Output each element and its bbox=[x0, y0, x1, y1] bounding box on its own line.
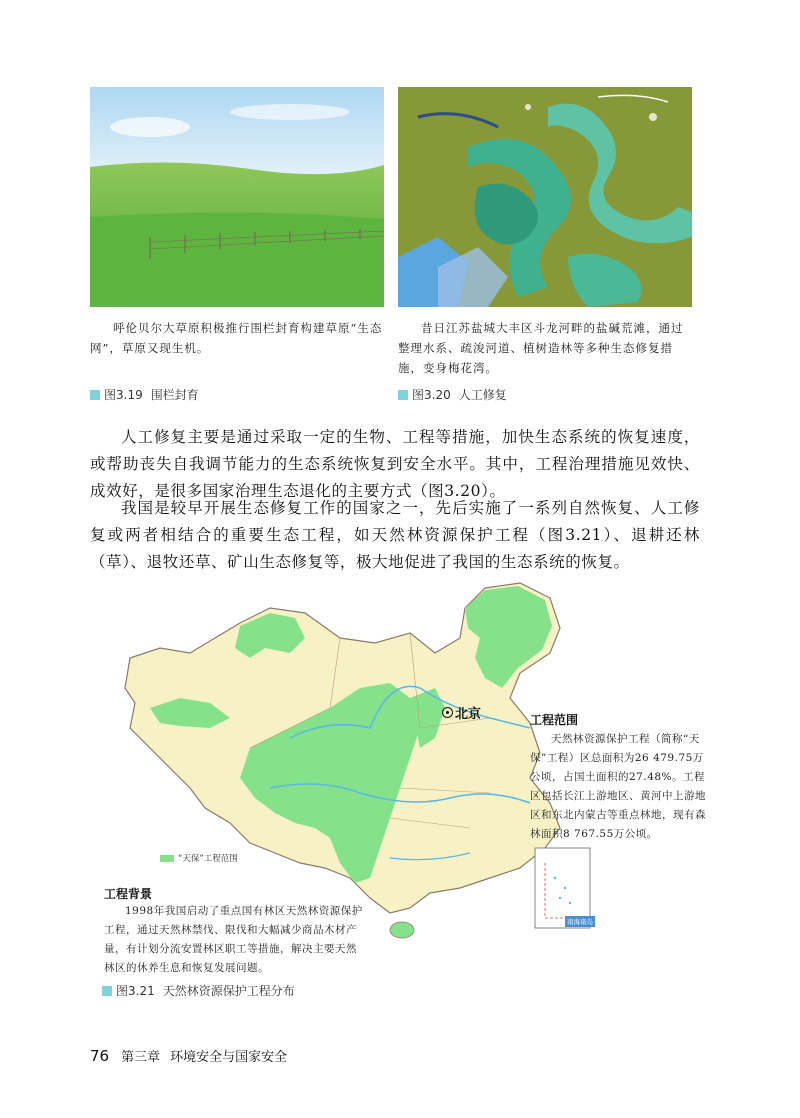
legend-swatch-icon bbox=[160, 855, 174, 862]
page-number: 76 bbox=[90, 1047, 110, 1065]
figure-19-label bbox=[90, 386, 199, 403]
figure-20-caption: 昔日江苏盐城大丰区斗龙河畔的盐碱荒滩，通过整理水系、疏浚河道、植树造林等多种生态修复措施，变身梅花湾。 bbox=[398, 321, 684, 375]
scope-text: 天然林资源保护工程（简称“天保”工程）区总面积为26 479.75万公顷，占国土面积的27.48%。工程区包括长江上游地区、黄河中上游地区和东北内蒙古等重点林地，现有森林面积8 767.55万公顷。 bbox=[530, 733, 706, 840]
capital-icon bbox=[442, 707, 453, 718]
label-marker-icon bbox=[102, 986, 112, 996]
background-heading: 工程背景 bbox=[104, 887, 153, 901]
grassland-image bbox=[90, 87, 384, 307]
figure-20-label bbox=[398, 386, 507, 403]
chapter-label: 第三章 bbox=[121, 1050, 161, 1065]
body-paragraph-1: 人工修复主要是通过采取一定的生物、工程等措施，加快生态系统的恢复速度，或帮助丧失自我调节能力的生态系统恢复到安全水平。其中，工程治理措施见效快、成效好，是很多国家治理生态退化的主要方式（图3.20）。 bbox=[90, 428, 700, 500]
label-marker-icon bbox=[90, 390, 100, 400]
scope-heading: 工程范围 bbox=[530, 713, 579, 727]
label-marker-icon bbox=[398, 390, 408, 400]
background-text: 1998年我国启动了重点国有林区天然林资源保护工程，通过天然林禁伐、限伐和大幅减少商品木材产量，有计划分流安置林区职工等措施，解决主要天然林区的休养生息和恢复发展问题。 bbox=[104, 905, 363, 974]
beijing-marker bbox=[442, 703, 481, 722]
inset-label: 南海诸岛 bbox=[567, 918, 593, 926]
wetland-image bbox=[398, 87, 692, 307]
wetland-photo bbox=[398, 87, 692, 307]
chapter-title: 环境安全与国家安全 bbox=[170, 1050, 288, 1065]
figure-20-title: 人工修复 bbox=[458, 388, 507, 402]
page-footer bbox=[90, 1046, 287, 1065]
map-legend bbox=[160, 852, 238, 864]
body-paragraph-2: 我国是较早开展生态修复工作的国家之一，先后实施了一系列自然恢复、人工修复或两者相结合的重要生态工程，如天然林资源保护工程（图3.21）、退耕还林（草）、退牧还草、矿山生态修复等，极大地促进了我国的生态系统的恢复。 bbox=[90, 499, 700, 571]
figure-19-caption: 呼伦贝尔大草原积极推行围栏封育构建草原“生态网”，草原又现生机。 bbox=[90, 321, 383, 355]
legend-label: “天保”工程范围 bbox=[178, 854, 238, 864]
grassland-photo bbox=[90, 87, 384, 307]
figure-21-title: 天然林资源保护工程分布 bbox=[162, 984, 295, 998]
figure-19-title: 围栏封育 bbox=[150, 388, 199, 402]
beijing-label: 北京 bbox=[455, 707, 482, 722]
figure-19-number: 图3.19 bbox=[104, 388, 143, 402]
hainan-island bbox=[390, 922, 414, 938]
figure-20-number: 图3.20 bbox=[412, 388, 451, 402]
figure-21-number: 图3.21 bbox=[116, 984, 155, 998]
figure-21-label bbox=[102, 982, 295, 999]
